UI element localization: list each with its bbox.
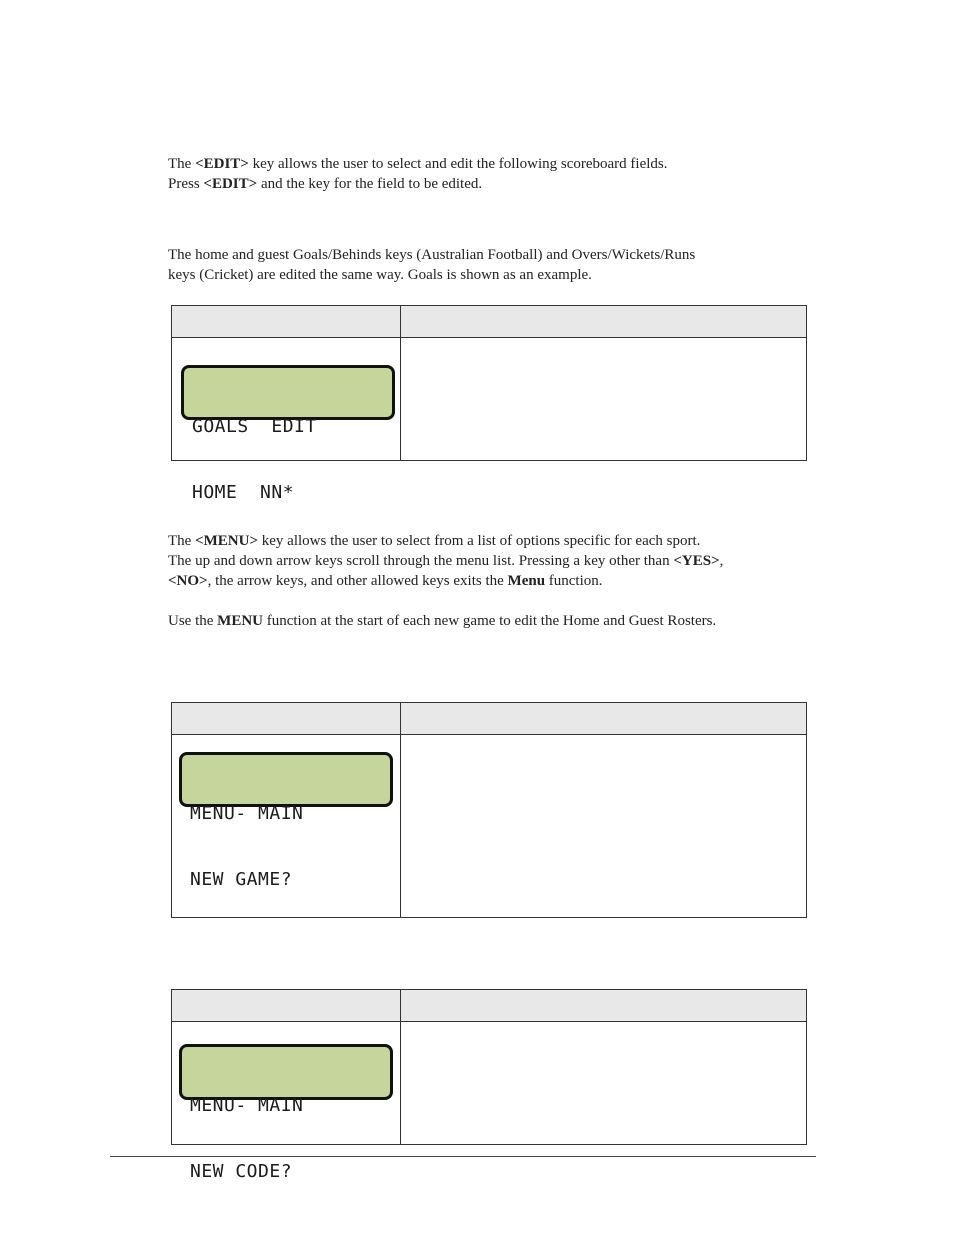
text: The bbox=[168, 156, 196, 172]
text: key allows the user to select and edit the following scoreboard fields. bbox=[248, 156, 668, 172]
text: Press bbox=[168, 176, 204, 192]
column-divider bbox=[400, 990, 401, 1144]
text: key allows the user to select from a list of options specific for each sport. bbox=[258, 533, 701, 549]
text: The bbox=[168, 533, 196, 549]
column-divider bbox=[400, 306, 401, 460]
lcd-display-new-code bbox=[179, 1044, 393, 1182]
column-divider bbox=[400, 703, 401, 917]
text: function. bbox=[545, 573, 603, 589]
menu-intro bbox=[168, 531, 818, 591]
menu-new-game-table bbox=[171, 702, 807, 918]
menu-function-label: MENU bbox=[217, 613, 263, 629]
text: , bbox=[719, 553, 724, 569]
roster-note bbox=[168, 611, 818, 631]
lcd-line: NEW CODE? bbox=[190, 1161, 293, 1182]
text: The home and guest Goals/Behinds keys (Australian Football) and Overs/Wickets/Runs bbox=[168, 247, 696, 263]
no-key-label: <NO> bbox=[168, 573, 208, 589]
lcd-line: GOALS EDIT bbox=[192, 416, 317, 437]
table-header bbox=[172, 703, 806, 735]
table-header bbox=[172, 306, 806, 338]
menu-function-label: Menu bbox=[507, 573, 546, 589]
yes-key-label: <YES> bbox=[673, 553, 720, 569]
text: keys (Cricket) are edited the same way. Goals is shown as an example. bbox=[168, 267, 592, 283]
menu-key-label: <MENU> bbox=[195, 533, 259, 549]
lcd-line: MENU- MAIN bbox=[190, 803, 304, 824]
lcd-line: MENU- MAIN bbox=[190, 1095, 304, 1116]
lcd-display-goals-edit bbox=[181, 365, 395, 503]
menu-new-code-table bbox=[171, 989, 807, 1182]
goals-description bbox=[168, 245, 818, 285]
lcd-display-new-game bbox=[179, 752, 393, 890]
goals-edit-table bbox=[171, 305, 807, 503]
lcd-line: NEW GAME? bbox=[190, 869, 293, 890]
text: Use the bbox=[168, 613, 218, 629]
text: and the key for the field to be edited. bbox=[257, 176, 483, 192]
text: The up and down arrow keys scroll through the menu list. Pressing a key other than bbox=[168, 553, 674, 569]
lcd-line: HOME NN* bbox=[192, 482, 295, 503]
edit-key-label: <EDIT> bbox=[203, 176, 258, 192]
edit-intro bbox=[168, 154, 818, 194]
edit-key-label: <EDIT> bbox=[195, 156, 249, 172]
text: function at the start of each new game to edit the Home and Guest Rosters. bbox=[262, 613, 717, 629]
table-header bbox=[172, 990, 806, 1022]
text: , the arrow keys, and other allowed keys exits the bbox=[207, 573, 508, 589]
footer-rule bbox=[110, 1156, 816, 1157]
